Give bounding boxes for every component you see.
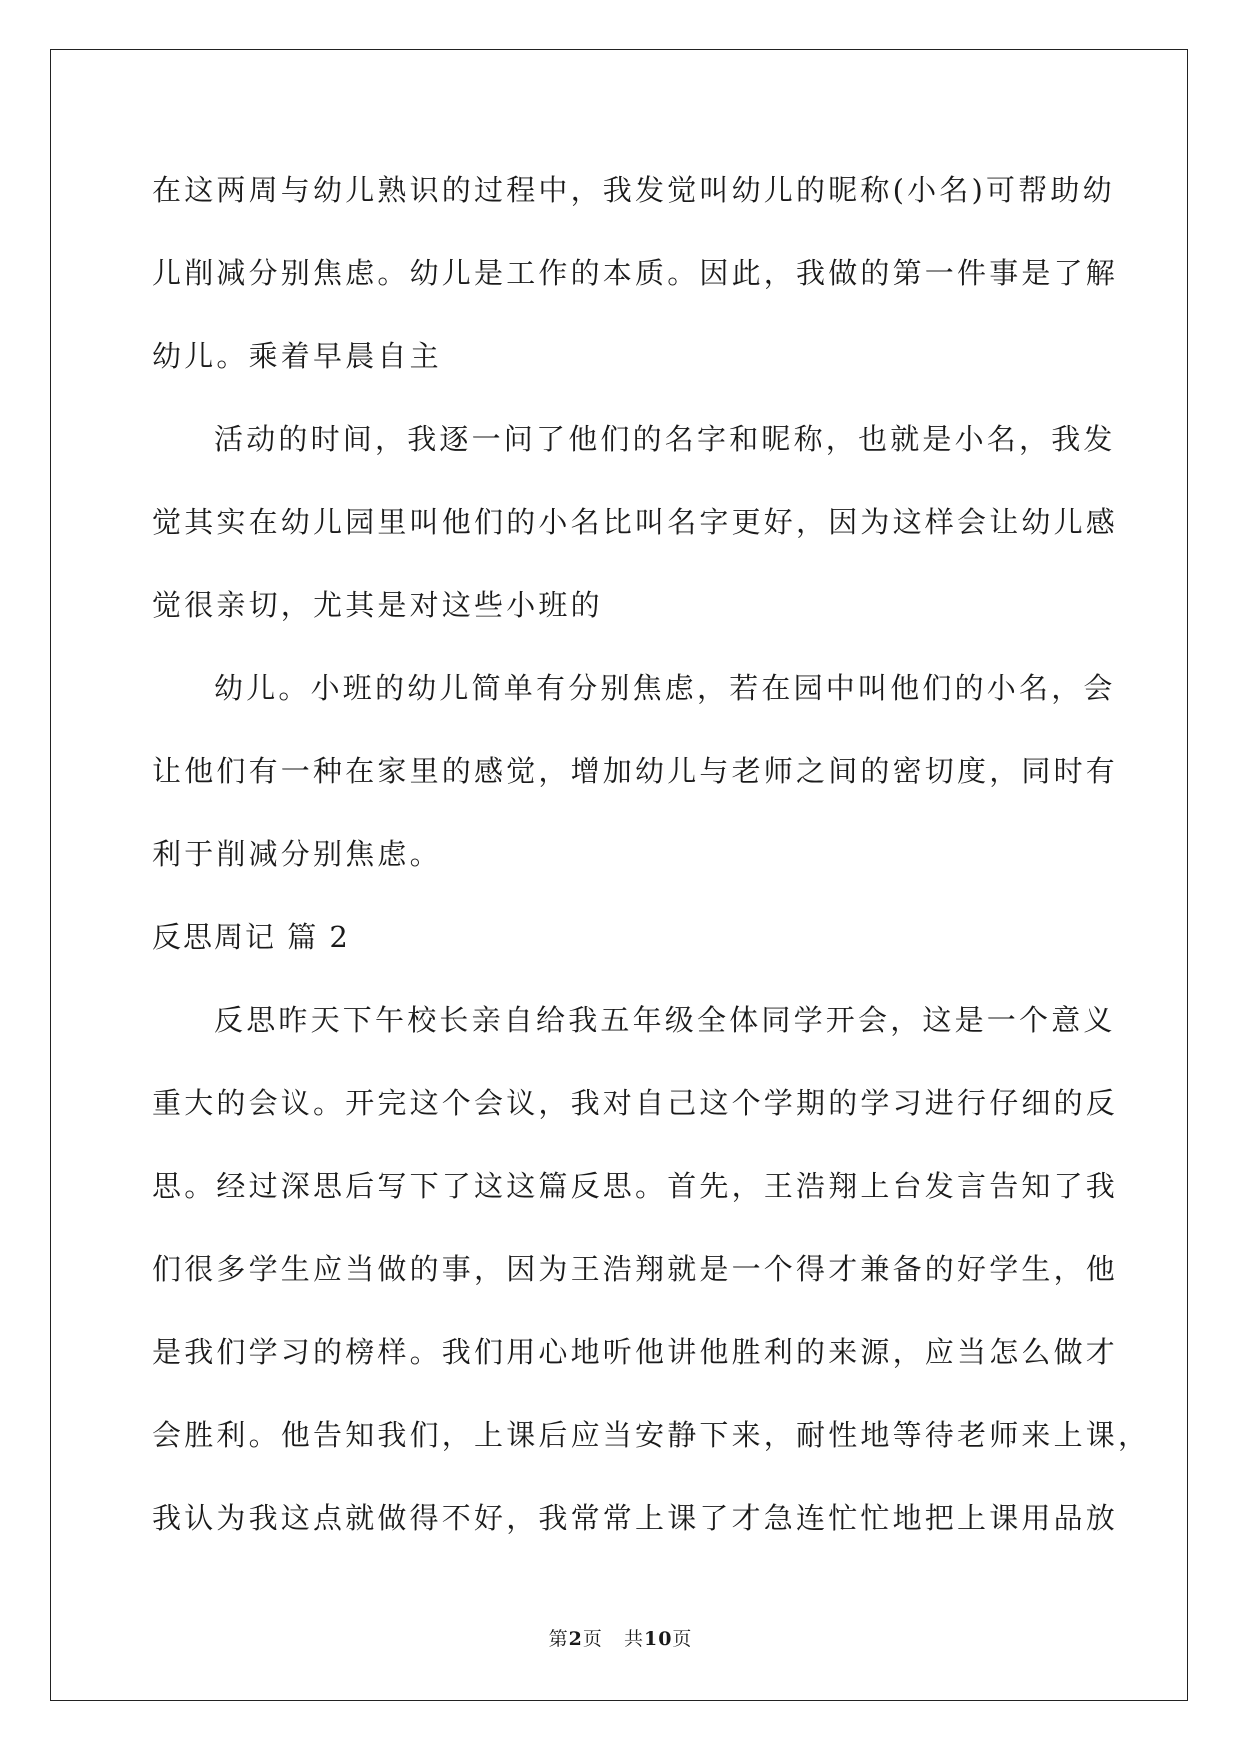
- page-number: 2: [568, 1628, 583, 1650]
- text-line: 利于削减分别焦虑。: [152, 837, 442, 871]
- text-line: 觉很亲切，尤其是对这些小班的: [152, 588, 603, 622]
- footer-total-prefix: 共: [623, 1628, 644, 1650]
- page-footer: [0, 1627, 1241, 1651]
- document-body: [152, 165, 1151, 1576]
- section-heading: 反思周记 篇 2: [152, 920, 350, 954]
- text-line: 活动的时间，我逐一问了他们的名字和昵称，也就是小名，我发: [214, 422, 1116, 456]
- total-pages: 10: [643, 1628, 673, 1650]
- footer-page-suffix: 页: [582, 1628, 603, 1650]
- text-line: 幼儿。小班的幼儿简单有分别焦虑，若在园中叫他们的小名，会: [214, 671, 1116, 705]
- text-line: 会胜利。他告知我们，上课后应当安静下来，耐性地等待老师来上课，: [152, 1418, 1151, 1452]
- text-line: 让他们有一种在家里的感觉，增加幼儿与老师之间的密切度，同时有: [152, 754, 1119, 788]
- text-line: 们很多学生应当做的事，因为王浩翔就是一个得才兼备的好学生，他: [152, 1252, 1119, 1286]
- text-line: 觉其实在幼儿园里叫他们的小名比叫名字更好，因为这样会让幼儿感: [152, 505, 1119, 539]
- text-line: 是我们学习的榜样。我们用心地听他讲他胜利的来源，应当怎么做才: [152, 1335, 1119, 1369]
- text-line: 儿削减分别焦虑。幼儿是工作的本质。因此，我做的第一件事是了解: [152, 256, 1119, 290]
- text-line: 重大的会议。开完这个会议，我对自己这个学期的学习进行仔细的反: [152, 1086, 1119, 1120]
- text-line: 幼儿。乘着早晨自主: [152, 339, 442, 373]
- text-line: 在这两周与幼儿熟识的过程中，我发觉叫幼儿的昵称(小名)可帮助幼: [152, 173, 1115, 207]
- footer-total-suffix: 页: [672, 1628, 693, 1650]
- footer-prefix: 第: [548, 1628, 569, 1650]
- text-line: 我认为我这点就做得不好，我常常上课了才急连忙忙地把上课用品放: [152, 1501, 1119, 1535]
- text-line: 反思昨天下午校长亲自给我五年级全体同学开会，这是一个意义: [214, 1003, 1116, 1037]
- text-line: 思。经过深思后写下了这这篇反思。首先，王浩翔上台发言告知了我: [152, 1169, 1119, 1203]
